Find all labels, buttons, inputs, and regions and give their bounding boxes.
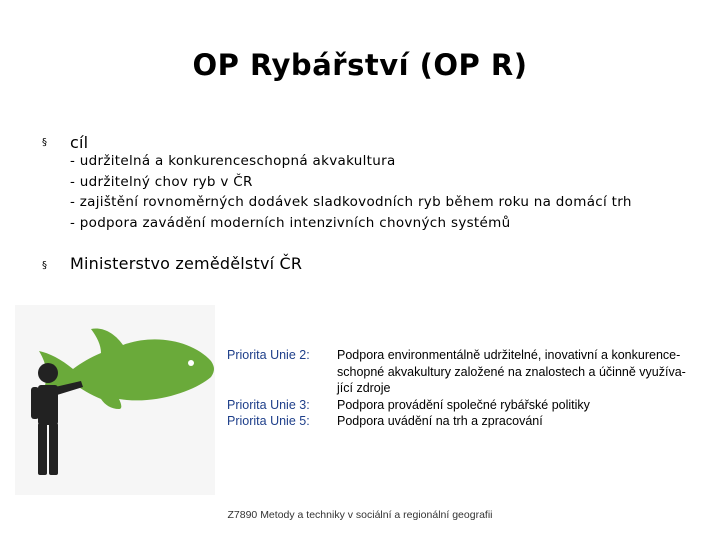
goal-item: - udržitelný chov ryb v ČR [70, 173, 253, 190]
goal-item: - podpora zavádění moderních intenzivních chovných systémů [70, 214, 511, 231]
figure-illustration [15, 305, 225, 495]
bullet-goal-label: cíl [70, 133, 89, 152]
bullet-marker: § [42, 260, 47, 271]
priority-labels [227, 347, 310, 430]
priority-text: Podpora provádění společné rybářské politiky [337, 397, 590, 412]
priority-label: Priorita Unie 2: [227, 348, 310, 362]
goal-item: - udržitelná a konkurenceschopná akvakultura [70, 153, 396, 169]
priority-label: Priorita Unie 3: [227, 397, 310, 412]
goal-item: - zajištění rovnoměrných dodávek sladkovodních ryb během roku na domácí trh [70, 194, 632, 210]
fish-eye-icon [188, 360, 194, 366]
priority-text: jící zdroje [337, 381, 391, 395]
priority-text: schopné akvakultury založené na znalostech a účinně využíva- [337, 364, 686, 379]
goal-sublist [70, 151, 632, 233]
priority-label: Priorita Unie 5: [227, 414, 310, 428]
slide-title: OP Rybářství (OP R) [192, 48, 528, 82]
priority-label-spacer [227, 364, 310, 397]
priority-text: Podpora uvádění na trh a zpracování [337, 414, 543, 428]
priority-descriptions [337, 347, 720, 430]
bullet-ministry-label: Ministerstvo zemědělství ČR [70, 254, 303, 273]
priority-text: Podpora environmentálně udržitelné, inovativní a konkurence- [337, 348, 681, 362]
slide-footer: Z7890 Metody a techniky v sociální a regionální geografii [227, 509, 493, 521]
fish-icon [39, 329, 214, 409]
bullet-marker: § [42, 137, 47, 148]
